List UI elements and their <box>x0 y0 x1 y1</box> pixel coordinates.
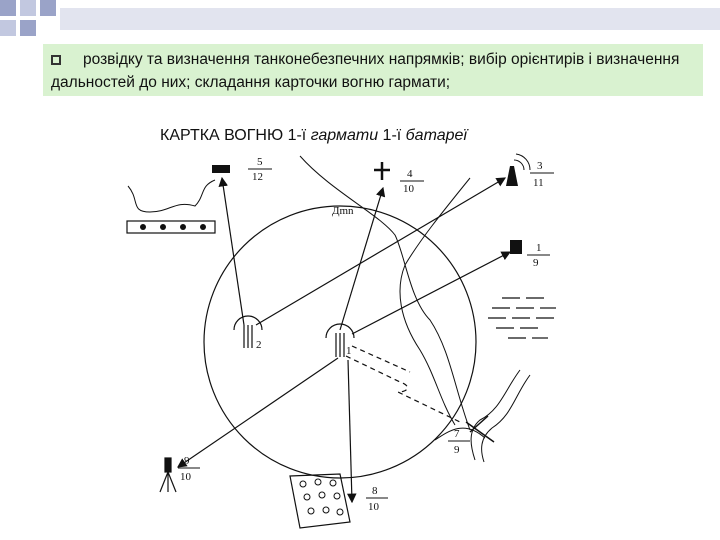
fire-line-3 <box>256 178 505 325</box>
landmark-9-icon <box>160 458 176 492</box>
header-decoration <box>0 0 720 40</box>
fire-line-5 <box>222 178 244 325</box>
terrain-line-2 <box>400 178 470 425</box>
terrain-line-1 <box>300 156 470 430</box>
text-banner <box>43 44 703 96</box>
landmark-9-num: 9 <box>184 455 190 467</box>
landmark-3-icon <box>506 166 518 186</box>
dashed-path-7 <box>346 356 460 422</box>
landmark-5-den: 12 <box>252 171 263 183</box>
landmark-1-den: 9 <box>533 257 539 269</box>
gun-1-label: 1 <box>346 345 352 357</box>
dashed-path-alt <box>352 346 410 372</box>
landmark-9-den: 10 <box>180 471 191 483</box>
marsh-symbol <box>488 298 556 338</box>
landmark-3-num: 3 <box>537 160 543 172</box>
forest-edge <box>128 180 215 212</box>
river <box>471 370 530 462</box>
gun-2-label: 2 <box>256 339 262 351</box>
landmark-1-num: 1 <box>536 242 542 254</box>
landmark-4-num: 4 <box>407 168 413 180</box>
landmark-7-den: 9 <box>454 444 460 456</box>
landmark-4-icon <box>374 162 390 180</box>
banner-text: розвідку та визначення танконебезпечних напрямків; вибір орієнтирів і визначення дальностей до них; складання карточки вогню гармати; <box>51 51 680 91</box>
fire-card-diagram <box>0 140 720 540</box>
landmark-1-icon <box>510 240 522 254</box>
landmark-8-den: 10 <box>368 501 379 513</box>
landmark-4-den: 10 <box>403 183 414 195</box>
landmark-7-num: 7 <box>454 428 460 440</box>
fire-line-8 <box>348 360 352 502</box>
landmark-8-icon <box>290 474 350 528</box>
landmark-3-den: 11 <box>533 177 544 189</box>
square-bullet-icon <box>51 55 61 65</box>
range-label: Дmn <box>332 205 354 217</box>
card-title: КАРТКА ВОГНЮ 1-ї гармати 1-ї батареї <box>160 127 467 144</box>
landmark-5-icon <box>212 165 230 173</box>
landmark-8-num: 8 <box>372 485 378 497</box>
landmark-5-num: 5 <box>257 156 263 168</box>
